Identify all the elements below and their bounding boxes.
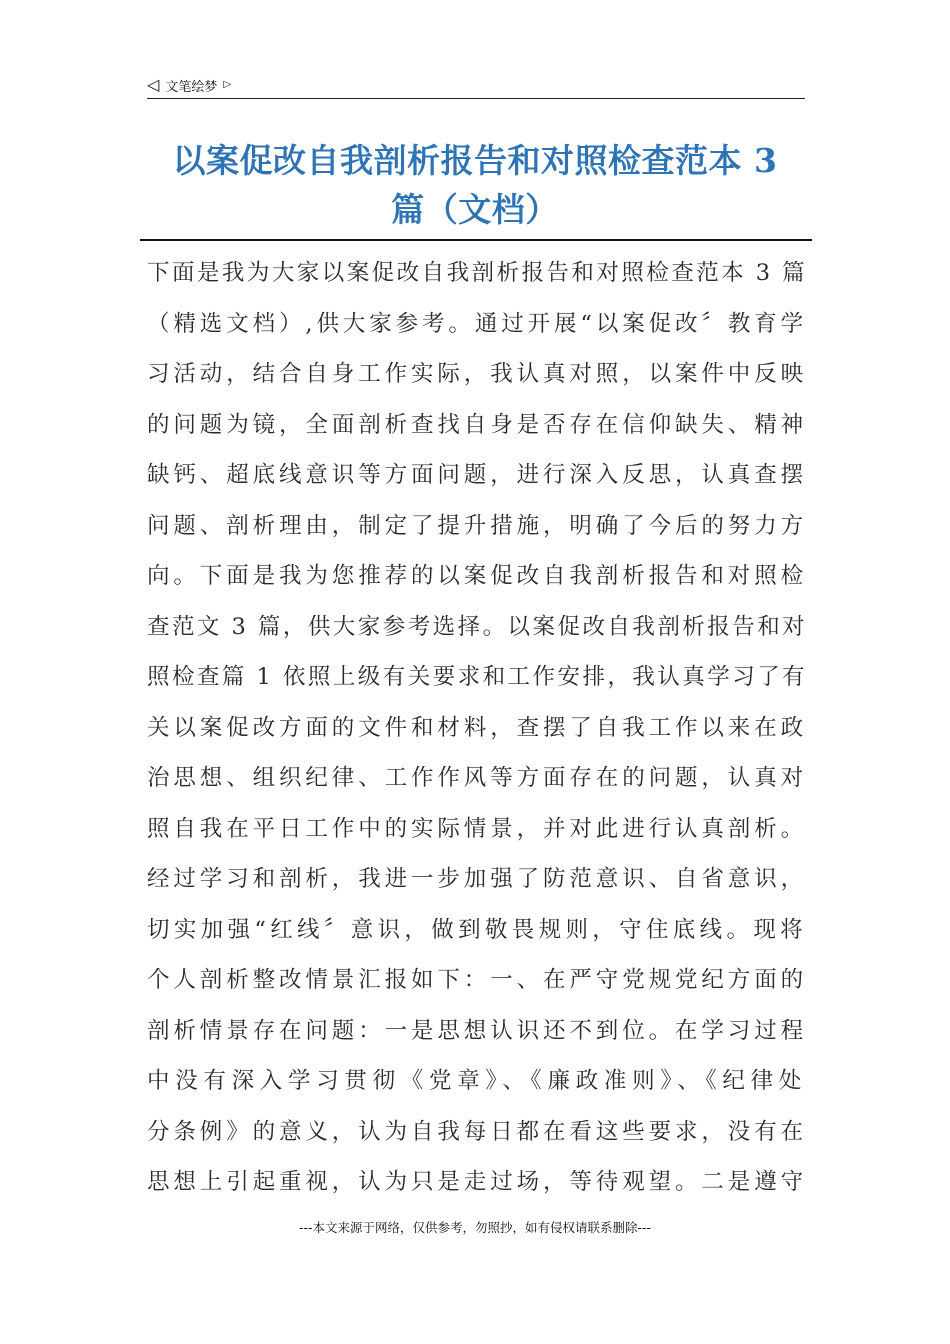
- body-line: 中没有深入学习贯彻《党章》、《廉政准则》、《纪律处: [147, 1068, 807, 1094]
- body-text: [147, 248, 807, 1208]
- header-label: 文笔绘梦: [165, 79, 218, 95]
- body-line: 个人剖析整改情景汇报如下：一、在严守党规党纪方面的: [147, 967, 807, 993]
- page-header: [147, 72, 805, 99]
- body-line: 查范文 3 篇，供大家参考选择。以案促改自我剖析报告和对: [147, 613, 807, 640]
- title-line-2: 篇（文档）: [391, 190, 559, 229]
- body-line: 切实加强“红线〞意识，做到敬畏规则，守住底线。现将: [147, 916, 807, 943]
- body-line: 思想上引起重视，认为只是走过场，等待观望。二是遵守: [147, 1169, 807, 1195]
- title-line-1: 以案促改自我剖析报告和对照检查范本 3: [172, 141, 778, 180]
- body-line: 照检查篇 1 依照上级有关要求和工作安排，我认真学习了有: [147, 664, 807, 690]
- body-line: 关以案促改方面的文件和材料，查摆了自我工作以来在政: [147, 714, 807, 741]
- body-line: 治思想、组织纪律、工作作风等方面存在的问题，认真对: [147, 765, 807, 791]
- body-line: 下面是我为大家以案促改自我剖析报告和对照检查范本 3 篇: [147, 260, 807, 286]
- body-line: （精选文档）,供大家参考。通过开展“以案促改〞教育学: [147, 310, 807, 337]
- body-line: 缺钙、超底线意识等方面问题，进行深入反思，认真查摆: [147, 462, 807, 488]
- title-divider: [140, 239, 812, 241]
- body-line: 问题、剖析理由，制定了提升措施，明确了今后的努力方: [147, 512, 807, 539]
- page-footer: ---本文来源于网络，仅供参考，勿照抄，如有侵权请联系删除---: [298, 1220, 652, 1235]
- right-triangle-icon: ▷: [223, 79, 232, 90]
- body-line: 习活动，结合自身工作实际，我认真对照，以案件中反映: [147, 361, 807, 387]
- body-line: 向。下面是我为您推荐的以案促改自我剖析报告和对照检: [147, 563, 807, 589]
- left-triangle-icon: ◁: [147, 75, 160, 94]
- body-line: 分条例》的意义，认为自我每日都在看这些要求，没有在: [147, 1118, 807, 1145]
- body-line: 的问题为镜，全面剖析查找自身是否存在信仰缺失、精神: [147, 411, 807, 438]
- body-line: 照自我在平日工作中的实际情景，并对此进行认真剖析。: [147, 815, 807, 842]
- body-line: 剖析情景存在问题：一是思想认识还不到位。在学习过程: [147, 1017, 807, 1044]
- document-title: [140, 136, 810, 234]
- body-line: 经过学习和剖析，我进一步加强了防范意识、自省意识，: [147, 866, 807, 892]
